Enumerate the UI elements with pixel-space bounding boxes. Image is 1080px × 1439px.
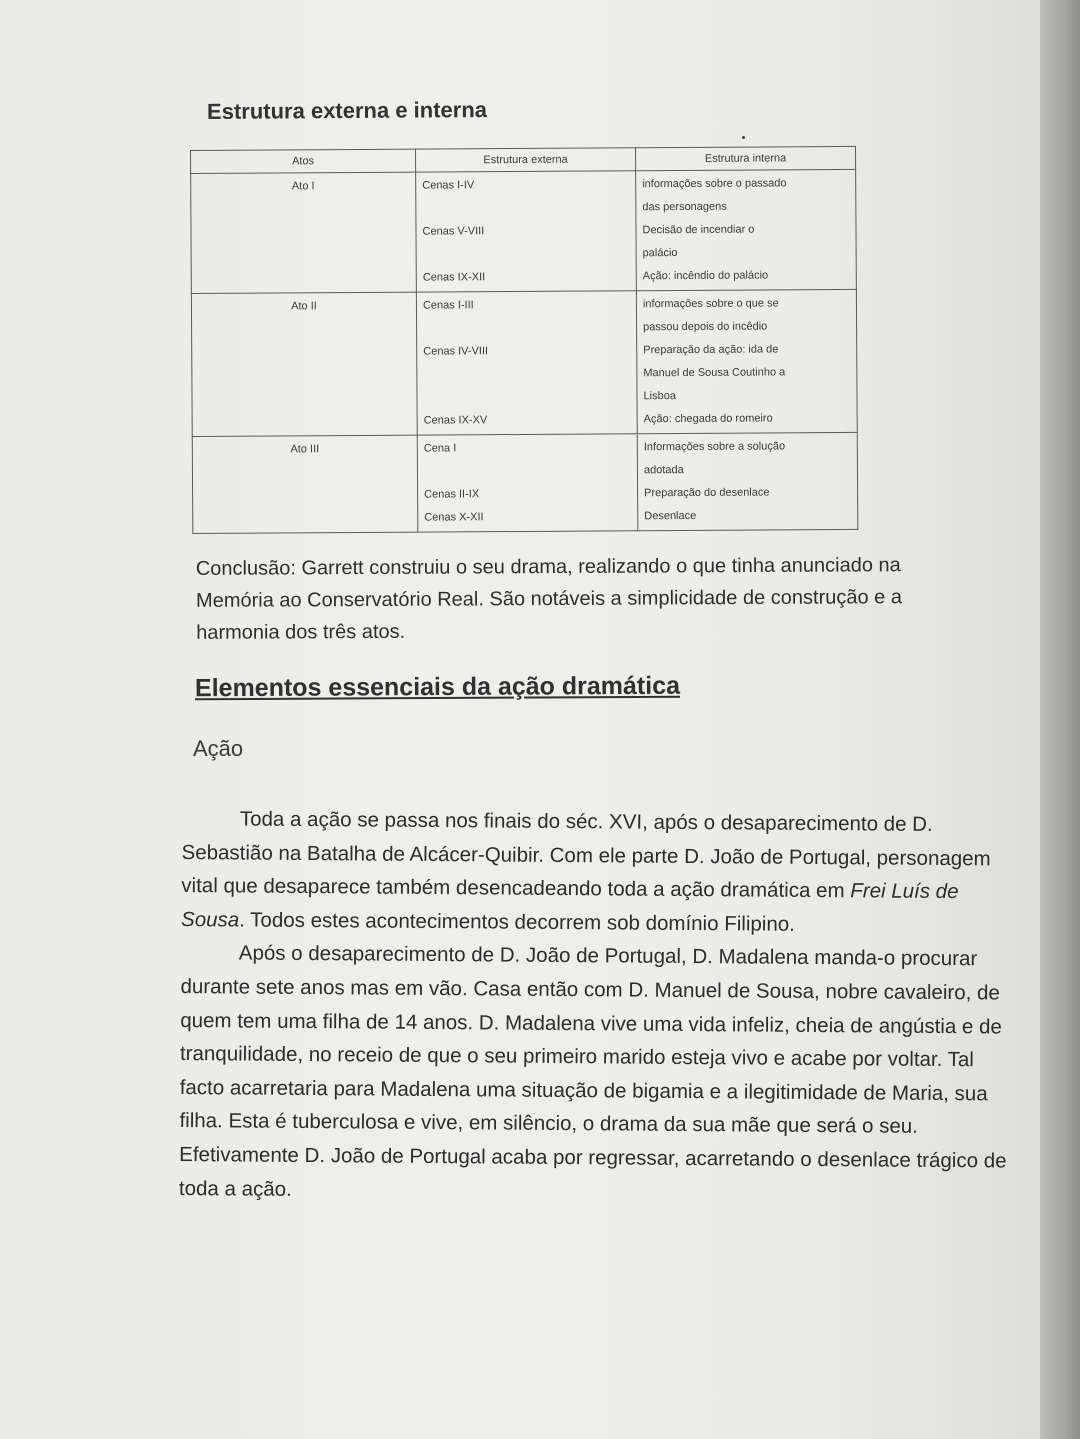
cell-interna xyxy=(636,169,857,290)
subheading-acao: Ação xyxy=(193,736,244,761)
structure-table xyxy=(190,146,858,534)
table-row xyxy=(191,169,857,293)
externa-line xyxy=(423,362,630,386)
body-text xyxy=(179,802,1012,1212)
interna-line: Desenlace xyxy=(644,509,697,523)
externa-line: Cenas IX-XV xyxy=(423,414,488,427)
externa-line: Cenas II-IX xyxy=(424,488,480,501)
paragraph: Após o desaparecimento de D. João de Portugal, D. Madalena manda-o procurar durante sete anos mas em vão. Casa então com D. Manuel de Sousa, nobre cavaleiro, de quem tem uma filha de 14 anos. D. Madalena vive uma vida infeliz, cheia de angústia e de tranquilidade, no receio de que o seu primeiro marido esteja vivo e acabe por voltar. Tal facto acarretaria para Madalena uma situação de bigamia e a ilegitimidade de Maria, sua filha. Esta é tuberculosa e vive, em silêncio, o drama da sua mãe que será o seu. Efetivamente D. João de Portugal acaba por regressar, acarretando o desenlace trágico de toda a ação. xyxy=(178,941,1007,1201)
interna-line: das personagens xyxy=(642,200,727,214)
section-title: Estrutura externa e interna xyxy=(206,97,488,124)
table-row xyxy=(192,432,858,533)
cell-ato: Ato I xyxy=(191,172,417,293)
externa-line xyxy=(423,242,630,266)
cell-ato: Ato III xyxy=(192,435,418,533)
externa-line: Cenas IX-XII xyxy=(422,271,486,284)
externa-line xyxy=(424,459,631,483)
page-edge-shadow xyxy=(1040,0,1080,1439)
ink-dot xyxy=(742,136,745,139)
interna-line: Preparação do desenlace xyxy=(644,486,770,500)
externa-line xyxy=(423,385,630,409)
interna-line: passou depois do incêdio xyxy=(643,320,768,334)
paragraph xyxy=(181,802,1012,943)
interna-line: Preparação da ação: ida de xyxy=(643,343,779,357)
work-title: Frei Luís de Sousa xyxy=(180,879,959,932)
externa-line: Cenas V-VIII xyxy=(422,225,485,238)
cell-externa xyxy=(417,434,638,532)
externa-line xyxy=(423,316,630,340)
externa-line: Cenas IV-VIII xyxy=(423,345,489,358)
header-estrutura-externa: Estrutura externa xyxy=(416,148,636,172)
interna-line: Ação: incêndio do palácio xyxy=(642,269,769,283)
table-row xyxy=(191,289,857,436)
interna-line: Informações sobre a solução xyxy=(643,440,786,454)
cell-ato: Ato II xyxy=(191,292,417,436)
interna-line: palácio xyxy=(642,247,678,260)
cell-interna xyxy=(637,432,858,530)
cell-interna xyxy=(636,289,857,433)
externa-line: Cenas X-XII xyxy=(424,511,484,524)
interna-line: Manuel de Sousa Coutinho a xyxy=(643,366,786,380)
externa-line: Cena I xyxy=(423,442,457,455)
externa-line: Cenas I-IV xyxy=(422,179,475,192)
paragraph-text: Toda a ação se passa nos finais do séc. XVI, após o desaparecimento de D. Sebastião na Batalha de Alcácer-Quibir. Com ele parte D. João de Portugal, personagem vital que desaparece também desencadeando toda a ação dramática em xyxy=(181,807,991,903)
interna-line: Decisão de incendiar o xyxy=(642,223,755,237)
interna-line: informações sobre o passado xyxy=(642,177,787,191)
interna-line: Lisboa xyxy=(643,390,676,403)
interna-line: adotada xyxy=(643,463,684,477)
externa-line xyxy=(422,196,629,220)
interna-line: informações sobre o que se xyxy=(642,297,779,311)
externa-line: Cenas I-III xyxy=(422,299,474,312)
conclusion-text: Conclusão: Garrett construiu o seu drama, realizando o que tinha anunciado na Memória ao Conservatório Real. São notáveis a simplicidade de construção e a harmonia dos três atos. xyxy=(195,554,902,644)
header-atos: Atos xyxy=(191,149,416,173)
interna-line: Ação: chegada do romeiro xyxy=(643,412,773,426)
header-estrutura-interna: Estrutura interna xyxy=(635,146,855,170)
section-heading-elementos: Elementos essenciais da ação dramática xyxy=(194,671,681,703)
paragraph-text: . Todos estes acontecimentos decorrem sob domínio Filipino. xyxy=(239,908,795,936)
cell-externa xyxy=(416,171,637,292)
cell-externa xyxy=(416,291,637,435)
